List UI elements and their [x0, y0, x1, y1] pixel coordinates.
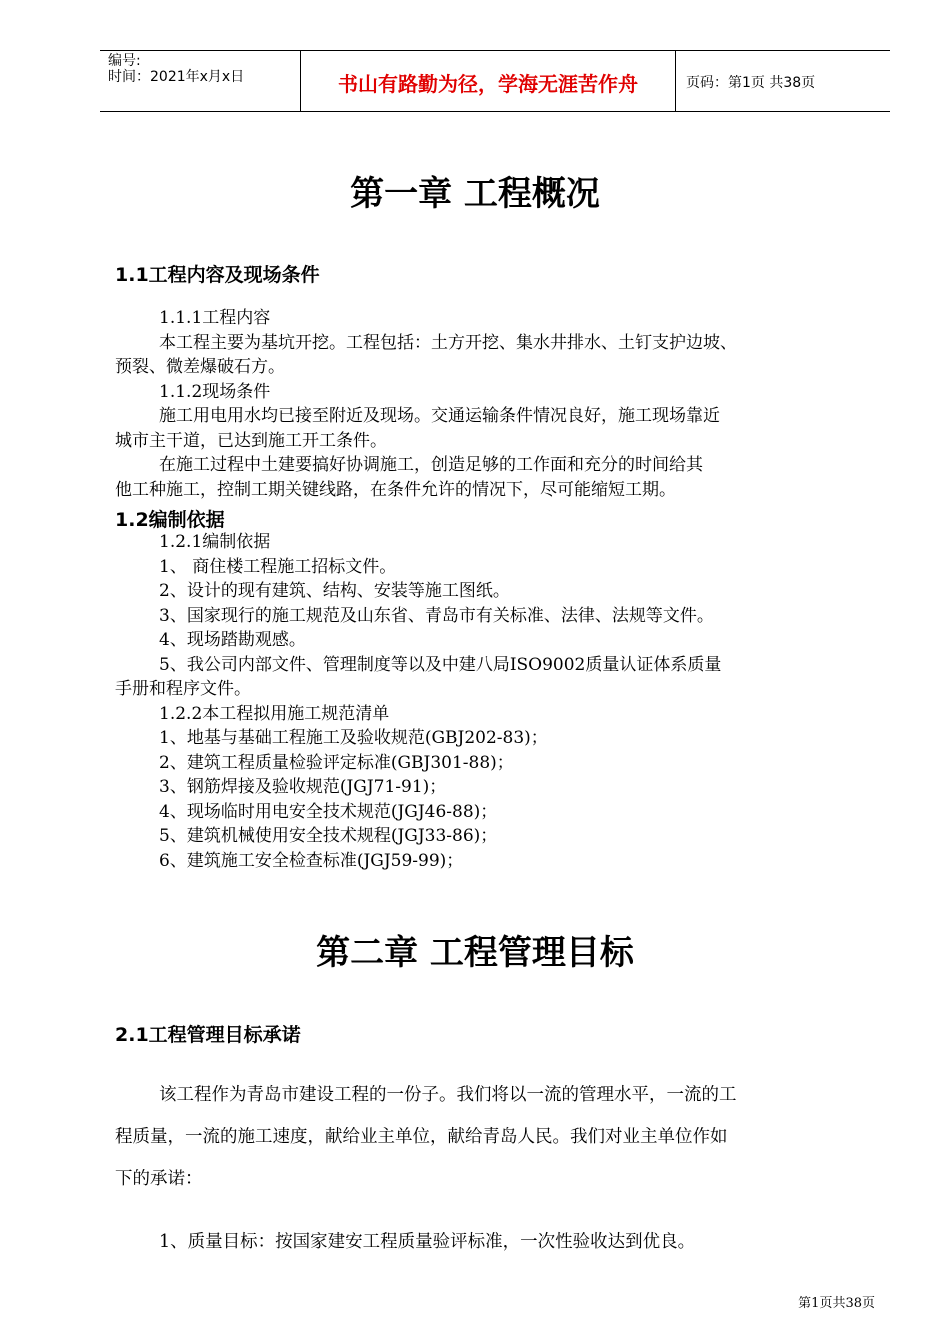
- list-item: 1、 商住楼工程施工招标文件。: [159, 556, 397, 577]
- header-motto-cell: [300, 51, 676, 111]
- header-page-cell: [676, 51, 890, 111]
- chapter2-title: 第二章 工程管理目标: [316, 933, 634, 973]
- section-2-1-title: 2.1工程管理目标承诺: [115, 1024, 301, 1046]
- list-item: 3、国家现行的施工规范及山东省、青岛市有关标准、法律、法规等文件。: [159, 605, 714, 626]
- list-item: 1.2.2本工程拟用施工规范清单: [159, 703, 390, 724]
- paragraph: 他工种施工，控制工期关键线路，在条件允许的情况下，尽可能缩短工期。: [115, 479, 676, 500]
- goal-list: [115, 1221, 880, 1263]
- time-label: 时间：2021年x月x日: [108, 69, 245, 85]
- paragraph: 该工程作为青岛市建设工程的一份子。我们将以一流的管理水平，一流的工: [159, 1085, 737, 1105]
- paragraph: 下的承诺：: [115, 1169, 203, 1189]
- paragraph: 在施工过程中土建要搞好协调施工，创造足够的工作面和充分的时间给其: [159, 455, 703, 475]
- paragraph: 预裂、微差爆破石方。: [115, 357, 285, 377]
- paragraph: 1.1.2现场条件: [159, 381, 271, 402]
- header-meta: [100, 51, 300, 111]
- list-item: 5、我公司内部文件、管理制度等以及中建八局ISO9002质量认证体系质量: [159, 654, 722, 675]
- paragraph: 本工程主要为基坑开挖。工程包括：土方开挖、集水井排水、土钉支护边坡、: [159, 332, 737, 353]
- list-item: 3、钢筋焊接及验收规范(JGJ71-91)；: [159, 777, 447, 797]
- list-item: 5、建筑机械使用安全技术规程(JGJ33-86)；: [159, 826, 498, 846]
- paragraph: 程质量，一流的施工速度，献给业主单位，献给青岛人民。我们对业主单位作如: [115, 1127, 728, 1147]
- section-1-2-title: 1.2编制依据: [115, 509, 225, 531]
- section-1-1-title: 1.1工程内容及现场条件: [115, 264, 320, 286]
- paragraph: 城市主干道，已达到施工开工条件。: [115, 430, 387, 451]
- paragraph: 施工用电用水均已接至附近及现场。交通运输条件情况良好，施工现场靠近: [159, 406, 720, 426]
- header-page-label: 页码：第1页 共38页: [686, 75, 816, 91]
- section-2-1-body: [115, 1074, 880, 1200]
- list-item: 2、设计的现有建筑、结构、安装等施工图纸。: [159, 581, 510, 601]
- section-1-1-body: [115, 306, 880, 502]
- header-motto: 书山有路勤为径，学海无涯苦作舟: [338, 72, 638, 96]
- chapter1-title: 第一章 工程概况: [350, 174, 600, 214]
- list-item: 1、地基与基础工程施工及验收规范(GBJ202-83)；: [159, 728, 548, 748]
- list-item: 2、建筑工程质量检验评定标准(GBJ301-88)；: [159, 752, 514, 773]
- list-item: 4、现场临时用电安全技术规范(JGJ46-88)；: [159, 801, 498, 822]
- page-header: [100, 50, 890, 112]
- list-item: 4、现场踏勘观感。: [159, 630, 306, 650]
- list-item: 6、建筑施工安全检查标准(JGJ59-99)；: [159, 850, 464, 871]
- list-item: 1、质量目标：按国家建安工程质量验评标准，一次性验收达到优良。: [159, 1232, 696, 1252]
- section-1-2-body: [115, 530, 880, 873]
- paragraph: 1.1.1工程内容: [159, 308, 271, 328]
- list-item: 手册和程序文件。: [115, 679, 251, 699]
- number-label: 编号:: [108, 53, 141, 69]
- page-footer: 第1页共38页: [798, 1296, 875, 1311]
- list-item: 1.2.1编制依据: [159, 532, 271, 552]
